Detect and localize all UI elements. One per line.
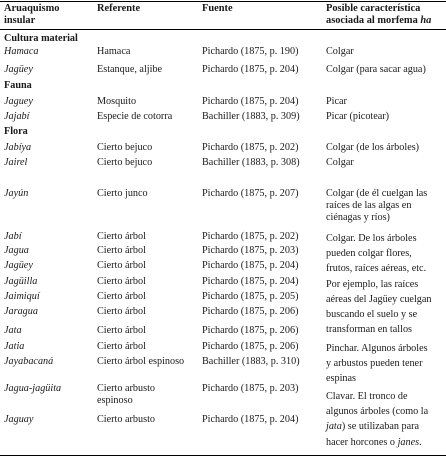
row-term: Jayún — [4, 188, 29, 199]
bottom-rule — [0, 455, 446, 456]
row-source: Pichardo (1875, p. 202) — [202, 231, 299, 242]
nail-feature-term: jata — [326, 421, 342, 433]
row-referent-line: Cierto arbusto — [97, 383, 156, 394]
header-feature-text: asociada al morfema — [326, 15, 421, 26]
trees-feature-line: transforman en tallos — [326, 324, 413, 336]
row-term: Jayabacaná — [4, 356, 54, 367]
nail-feature-text: . — [419, 436, 422, 448]
nail-feature-line — [326, 419, 446, 434]
row-referent: Cierto árbol — [97, 291, 146, 302]
row-source: Pichardo (1875, p. 206) — [202, 306, 299, 317]
header-rule — [0, 29, 446, 30]
row-term: Jaguey — [4, 96, 33, 107]
row-term: Jabíya — [4, 142, 32, 153]
row-referent: Cierto árbol — [97, 325, 146, 336]
row-feature-line: Colgar (de él cuelgan las — [326, 188, 428, 199]
trees-feature-line: aéreas del Jagüey cuelgan — [326, 293, 432, 305]
row-referent: Cierto árbol — [97, 306, 146, 317]
trees-feature-line: Colgar. De los árboles — [326, 233, 417, 244]
spiny-feature-line: Pinchar. Algunos árboles — [326, 343, 428, 354]
row-source: Pichardo (1875, p. 204) — [202, 260, 299, 271]
nail-feature-term: janes — [397, 436, 420, 448]
section-flora-label: Flora — [4, 126, 28, 137]
section-material-label: Cultura material — [4, 33, 78, 44]
row-feature: Colgar (para sacar agua) — [326, 64, 426, 75]
trees-feature-line: frutos, raíces aéreas, etc. — [326, 263, 427, 275]
row-referent: Cierto árbol — [97, 260, 146, 271]
header-feature-line2 — [326, 15, 446, 27]
row-source: Pichardo (1875, p. 207) — [202, 188, 299, 199]
row-term: Jagüilla — [4, 276, 38, 287]
row-feature — [326, 188, 446, 224]
row-term: Jabí — [4, 231, 22, 242]
row-feature-line: ciénagas y ríos) — [326, 212, 390, 223]
header-feature-morpheme: ha — [420, 15, 432, 26]
row-source: Pichardo (1875, p. 204) — [202, 414, 299, 425]
row-feature: Colgar — [326, 46, 354, 57]
top-rule — [0, 1, 446, 2]
row-referent: Cierto junco — [97, 188, 148, 199]
spiny-feature — [326, 341, 446, 387]
row-term: Jajabí — [4, 111, 30, 122]
row-referent: Estanque, aljibe — [97, 64, 163, 75]
row-referent-line: espinoso — [97, 395, 133, 406]
row-term: Jatia — [4, 341, 25, 352]
header-source: Fuente — [202, 3, 233, 14]
spiny-feature-line: y arbustos pueden tener — [326, 358, 423, 370]
row-term: Jaguay — [4, 414, 34, 425]
row-source: Pichardo (1875, p. 204) — [202, 64, 299, 75]
row-feature: Picar — [326, 96, 347, 107]
header-feature — [326, 3, 446, 27]
trees-feature-line: buscando el suelo y se — [326, 309, 418, 321]
row-referent: Especie de cotorra — [97, 111, 173, 122]
row-source: Pichardo (1875, p. 205) — [202, 291, 299, 302]
row-referent: Cierto árbol — [97, 276, 146, 287]
row-referent: Cierto bejuco — [97, 157, 153, 168]
row-source: Bachiller (1883, p. 310) — [202, 356, 300, 367]
row-source: Pichardo (1875, p. 203) — [202, 245, 299, 256]
row-term: Jaimiquí — [4, 291, 40, 302]
row-source: Pichardo (1875, p. 206) — [202, 325, 299, 336]
header-term-line2: insular — [4, 15, 36, 26]
row-source: Pichardo (1875, p. 204) — [202, 276, 299, 287]
spiny-feature-line: espinas — [326, 373, 356, 385]
row-term: Jagüey — [4, 260, 33, 271]
trees-feature-line: pueden colgar flores, — [326, 248, 412, 260]
row-source: Pichardo (1875, p. 202) — [202, 142, 299, 153]
row-referent: Cierto arbusto — [97, 414, 156, 425]
row-source: Bachiller (1883, p. 308) — [202, 157, 300, 168]
row-source: Pichardo (1875, p. 203) — [202, 383, 299, 394]
row-term: Jagua-jagüita — [4, 383, 62, 394]
row-term: Jaragua — [4, 306, 38, 317]
nail-feature-line: algunos árboles (como la — [326, 406, 429, 418]
row-term: Jairel — [4, 157, 28, 168]
row-feature-line: raíces de las algas en — [326, 200, 412, 211]
row-source: Pichardo (1875, p. 204) — [202, 96, 299, 107]
row-feature: Picar (picotear) — [326, 111, 390, 122]
header-term — [4, 3, 94, 27]
row-referent: Cierto árbol espinoso — [97, 356, 185, 367]
header-term-line1: Aruaquismo — [4, 3, 60, 14]
section-fauna-label: Fauna — [4, 80, 32, 91]
row-referent — [97, 383, 202, 407]
nail-feature-line: Clavar. El tronco de — [326, 391, 408, 402]
row-feature: Colgar — [326, 157, 354, 168]
nail-feature-text: hacer horcones o — [326, 436, 398, 448]
row-referent: Cierto árbol — [97, 231, 146, 242]
header-referent: Referente — [97, 3, 141, 14]
row-term: Jata — [4, 325, 22, 336]
trees-feature — [326, 231, 446, 337]
row-source: Pichardo (1875, p. 190) — [202, 46, 299, 57]
nail-feature-text: ) se utilizaban para — [341, 421, 420, 433]
row-source: Pichardo (1875, p. 206) — [202, 341, 299, 352]
nail-feature — [326, 389, 446, 450]
row-referent: Cierto árbol — [97, 245, 146, 256]
trees-feature-line: Por ejemplo, las raíces — [326, 278, 419, 290]
row-term: Jagua — [4, 245, 29, 256]
header-feature-line1: Posible característica — [326, 3, 421, 14]
row-referent: Cierto bejuco — [97, 142, 153, 153]
row-referent: Hamaca — [97, 46, 131, 57]
row-term: Hamaca — [4, 46, 39, 57]
row-feature: Colgar (de los árboles) — [326, 142, 420, 153]
row-referent: Mosquito — [97, 96, 137, 107]
row-term: Jagüey — [4, 64, 33, 75]
row-referent: Cierto árbol — [97, 341, 146, 352]
row-source: Bachiller (1883, p. 309) — [202, 111, 300, 122]
nail-feature-line — [326, 435, 446, 450]
